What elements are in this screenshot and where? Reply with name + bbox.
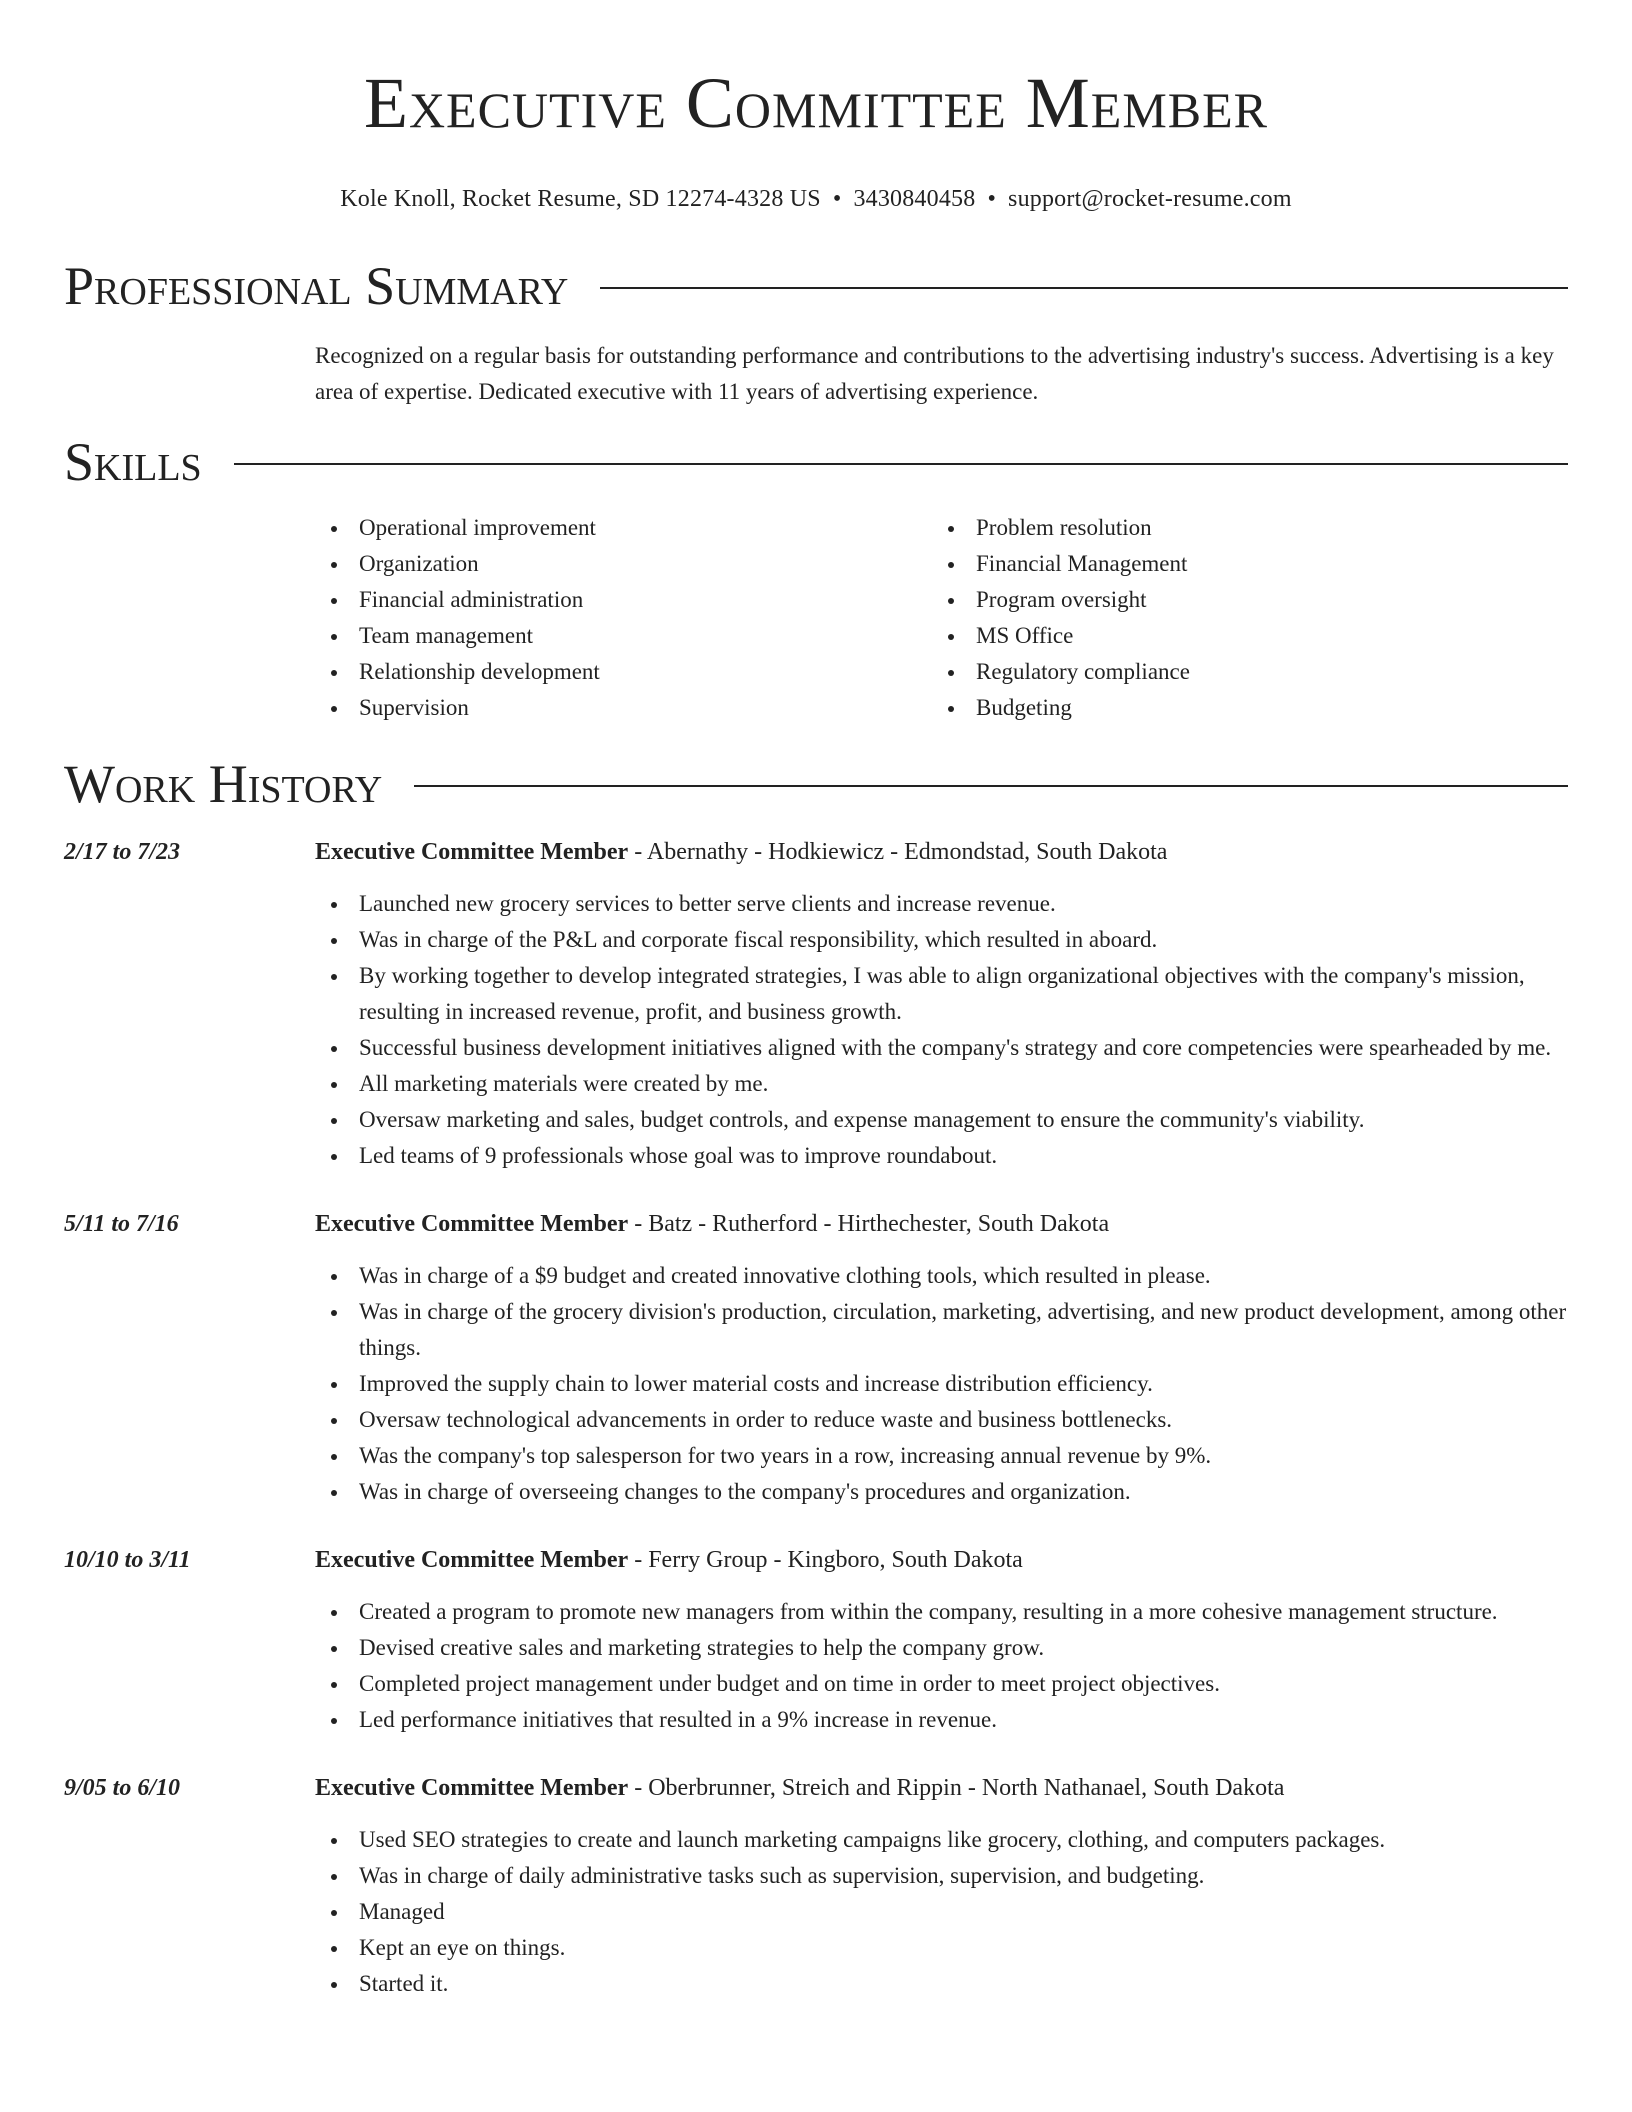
skills-heading-text: Skills <box>64 432 202 492</box>
job-bullet: Managed <box>315 1894 1568 1930</box>
skill-item: Financial Management <box>932 546 1549 582</box>
job-dates: 9/05 to 6/10 <box>64 1775 181 1801</box>
job-title: Executive Committee Member <box>315 839 629 865</box>
skill-item: Budgeting <box>932 690 1549 726</box>
job-company-location: - Ferry Group - Kingboro, South Dakota <box>628 1547 1023 1573</box>
summary-heading-text: Professional Summary <box>64 256 569 316</box>
job-info <box>315 1542 1023 1578</box>
job-bullet: Devised creative sales and marketing strategies to help the company grow. <box>315 1630 1568 1666</box>
skill-item: Program oversight <box>932 582 1549 618</box>
job-header <box>64 834 1568 870</box>
job-bullet: Oversaw technological advancements in order to reduce waste and business bottlenecks. <box>315 1402 1568 1438</box>
job-info <box>315 834 1167 870</box>
job-bullet: Was in charge of a $9 budget and created innovative clothing tools, which resulted in please. <box>315 1258 1568 1294</box>
job-company-location: - Batz - Rutherford - Hirthechester, South Dakota <box>628 1211 1110 1237</box>
job-bullet-list <box>315 886 1568 1174</box>
job-bullet: Oversaw marketing and sales, budget controls, and expense management to ensure the community's viability. <box>315 1102 1568 1138</box>
section-divider <box>234 463 1568 465</box>
skill-item: Operational improvement <box>315 510 932 546</box>
job-dates: 10/10 to 3/11 <box>64 1547 191 1573</box>
job-header <box>64 1542 1568 1578</box>
skills-column-right <box>932 510 1549 726</box>
skill-item: MS Office <box>932 618 1549 654</box>
job-bullet: Started it. <box>315 1966 1568 2002</box>
job-bullet: Was in charge of daily administrative tasks such as supervision, supervision, and budgeting. <box>315 1858 1568 1894</box>
contact-email: support@rocket-resume.com <box>1008 186 1292 212</box>
job-title: Executive Committee Member <box>315 1775 629 1801</box>
job-title: Executive Committee Member <box>315 1211 629 1237</box>
job-bullet: Was in charge of the P&L and corporate fiscal responsibility, which resulted in aboard. <box>315 922 1568 958</box>
contact-separator: • <box>832 186 842 212</box>
skill-item: Regulatory compliance <box>932 654 1549 690</box>
job-bullet: Was in charge of the grocery division's production, circulation, marketing, advertising, and new product development, among other things. <box>315 1294 1568 1366</box>
job-header <box>64 1770 1568 1806</box>
contact-line <box>64 184 1568 214</box>
skill-item: Organization <box>315 546 932 582</box>
job-dates: 2/17 to 7/23 <box>64 839 181 865</box>
section-divider <box>600 287 1568 289</box>
job-entry <box>64 1542 1568 1738</box>
job-bullet: Was in charge of overseeing changes to the company's procedures and organization. <box>315 1474 1568 1510</box>
skill-item: Team management <box>315 618 932 654</box>
job-bullet: Used SEO strategies to create and launch marketing campaigns like grocery, clothing, and computers packages. <box>315 1822 1568 1858</box>
job-dates: 5/11 to 7/16 <box>64 1211 179 1237</box>
contact-separator: • <box>987 186 997 212</box>
skill-item: Financial administration <box>315 582 932 618</box>
skill-item: Relationship development <box>315 654 932 690</box>
skill-item: Supervision <box>315 690 932 726</box>
job-bullet: Completed project management under budget and on time in order to meet project objectives. <box>315 1666 1568 1702</box>
job-entry <box>64 1206 1568 1510</box>
job-header <box>64 1206 1568 1242</box>
skills-column-left <box>315 510 932 726</box>
job-entry <box>64 834 1568 1174</box>
job-bullet-list <box>315 1594 1568 1738</box>
job-info <box>315 1206 1109 1242</box>
job-bullet: Successful business development initiatives aligned with the company's strategy and core competencies were spearheaded by me. <box>315 1030 1568 1066</box>
job-bullet: Was the company's top salesperson for two years in a row, increasing annual revenue by 9%. <box>315 1438 1568 1474</box>
skill-item: Problem resolution <box>932 510 1549 546</box>
skills-section-heading <box>64 430 1568 494</box>
resume-title: Executive Committee Member <box>363 63 1269 143</box>
job-info <box>315 1770 1284 1806</box>
job-bullet: Launched new grocery services to better serve clients and increase revenue. <box>315 886 1568 922</box>
job-bullet: Led teams of 9 professionals whose goal was to improve roundabout. <box>315 1138 1568 1174</box>
job-company-location: - Oberbrunner, Streich and Rippin - North Nathanael, South Dakota <box>628 1775 1285 1801</box>
contact-address: Kole Knoll, Rocket Resume, SD 12274-4328 US <box>340 186 821 212</box>
work-history-section-heading <box>64 752 1568 816</box>
summary-section-heading <box>64 254 1568 318</box>
work-history-heading-text: Work History <box>64 754 383 814</box>
job-title: Executive Committee Member <box>315 1547 629 1573</box>
job-bullet: By working together to develop integrated strategies, I was able to align organizational objectives with the company's mission, resulting in increased revenue, profit, and business growth. <box>315 958 1568 1030</box>
job-bullet: Led performance initiatives that resulted in a 9% increase in revenue. <box>315 1702 1568 1738</box>
job-bullet-list <box>315 1258 1568 1510</box>
job-entry <box>64 1770 1568 2002</box>
job-bullet: All marketing materials were created by me. <box>315 1066 1568 1102</box>
job-company-location: - Abernathy - Hodkiewicz - Edmondstad, South Dakota <box>628 839 1168 865</box>
summary-text: Recognized on a regular basis for outstanding performance and contributions to the advertising industry's success. Advertising is a key area of expertise. Dedicated executive with 11 years of advertising experience. <box>315 343 1554 404</box>
job-bullet: Improved the supply chain to lower material costs and increase distribution efficiency. <box>315 1366 1568 1402</box>
skills-list <box>315 510 1568 726</box>
work-history-list <box>64 834 1568 2002</box>
job-bullet-list <box>315 1822 1568 2002</box>
resume-page <box>64 0 1568 2002</box>
job-bullet: Created a program to promote new managers from within the company, resulting in a more cohesive management structure. <box>315 1594 1568 1630</box>
job-bullet: Kept an eye on things. <box>315 1930 1568 1966</box>
contact-phone: 3430840458 <box>853 186 976 212</box>
section-divider <box>414 785 1568 787</box>
